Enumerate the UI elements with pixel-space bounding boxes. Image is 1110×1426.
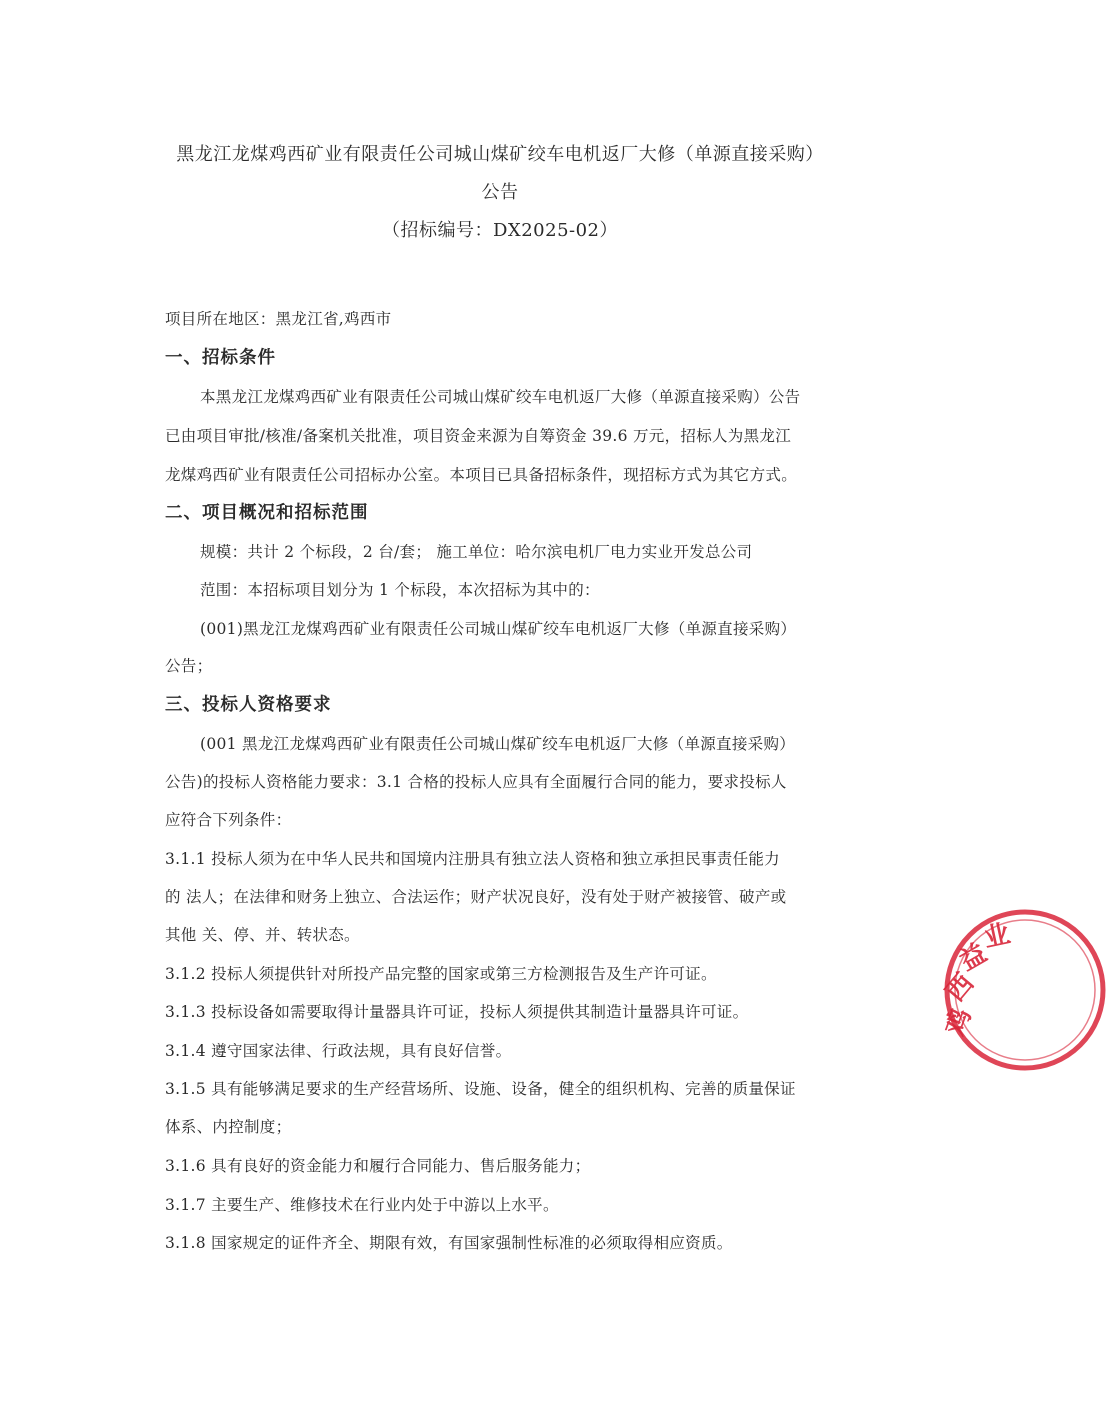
svg-text:益: 益 bbox=[954, 938, 993, 978]
svg-text:西: 西 bbox=[940, 968, 981, 1008]
section-heading-3: 三、投标人资格要求 bbox=[165, 695, 332, 715]
requirement-3-1-5: 3.1.5 具有能够满足要求的生产经营场所、设施、设备，健全的组织机构、完善的质量保证 bbox=[165, 1080, 796, 1098]
document-title: 黑龙江龙煤鸡西矿业有限责任公司城山煤矿绞车电机返厂大修（单源直接采购） bbox=[176, 144, 824, 165]
section1-text: 龙煤鸡西矿业有限责任公司招标办公室。本项目已具备招标条件，现招标方式为其它方式。 bbox=[165, 466, 798, 484]
project-scope: 范围：本招标项目划分为 1 个标段，本次招标为其中的： bbox=[200, 581, 600, 599]
requirement-3-1-5: 体系、内控制度； bbox=[165, 1118, 292, 1136]
section1-text: 本黑龙江龙煤鸡西矿业有限责任公司城山煤矿绞车电机返厂大修（单源直接采购）公告 bbox=[200, 388, 801, 406]
requirement-3-1-1: 的 法人；在法律和财务上独立、合法运作；财产状况良好，没有处于财产被接管、破产或 bbox=[165, 888, 787, 906]
qualification-intro: (001 黑龙江龙煤鸡西矿业有限责任公司城山煤矿绞车电机返厂大修（单源直接采购） bbox=[200, 735, 796, 753]
lot-item: (001)黑龙江龙煤鸡西矿业有限责任公司城山煤矿绞车电机返厂大修（单源直接采购） bbox=[200, 620, 797, 638]
requirement-3-1-1: 其他 关、停、并、转状态。 bbox=[165, 926, 360, 944]
requirement-3-1-6: 3.1.6 具有良好的资金能力和履行合同能力、售后服务能力； bbox=[165, 1157, 591, 1175]
project-scale: 规模：共计 2 个标段，2 台/套； 施工单位：哈尔滨电机厂电力实业开发总公司 bbox=[200, 543, 753, 561]
section-heading-2: 二、项目概况和招标范围 bbox=[165, 503, 369, 523]
qualification-intro: 应符合下列条件： bbox=[165, 811, 292, 829]
section1-text: 已由项目审批/核准/备案机关批准，项目资金来源为自筹资金 39.6 万元，招标人为黑龙江 bbox=[165, 427, 792, 445]
lot-item: 公告； bbox=[165, 657, 213, 675]
requirement-3-1-7: 3.1.7 主要生产、维修技术在行业内处于中游以上水平。 bbox=[165, 1196, 559, 1214]
document-title-suffix: 公告 bbox=[481, 182, 519, 203]
svg-text:鸡: 鸡 bbox=[940, 1004, 978, 1040]
requirement-3-1-4: 3.1.4 遵守国家法律、行政法规，具有良好信誉。 bbox=[165, 1042, 512, 1060]
requirement-3-1-1: 3.1.1 投标人须为在中华人民共和国境内注册具有独立法人资格和独立承担民事责任能力 bbox=[165, 850, 780, 868]
requirement-3-1-3: 3.1.3 投标设备如需要取得计量器具许可证，投标人须提供其制造计量器具许可证。 bbox=[165, 1003, 749, 1021]
requirement-3-1-2: 3.1.2 投标人须提供针对所投产品完整的国家或第三方检测报告及生产许可证。 bbox=[165, 965, 717, 983]
qualification-intro: 公告)的投标人资格能力要求：3.1 合格的投标人应具有全面履行合同的能力，要求投标人 bbox=[165, 773, 787, 791]
section-heading-1: 一、招标条件 bbox=[165, 348, 276, 368]
company-seal bbox=[940, 905, 1110, 1075]
project-region: 项目所在地区：黑龙江省,鸡西市 bbox=[165, 310, 392, 328]
tender-number: （招标编号：DX2025-02） bbox=[381, 220, 619, 241]
requirement-3-1-8: 3.1.8 国家规定的证件齐全、期限有效，有国家强制性标准的必须取得相应资质。 bbox=[165, 1234, 733, 1252]
svg-text:业: 业 bbox=[981, 919, 1013, 954]
